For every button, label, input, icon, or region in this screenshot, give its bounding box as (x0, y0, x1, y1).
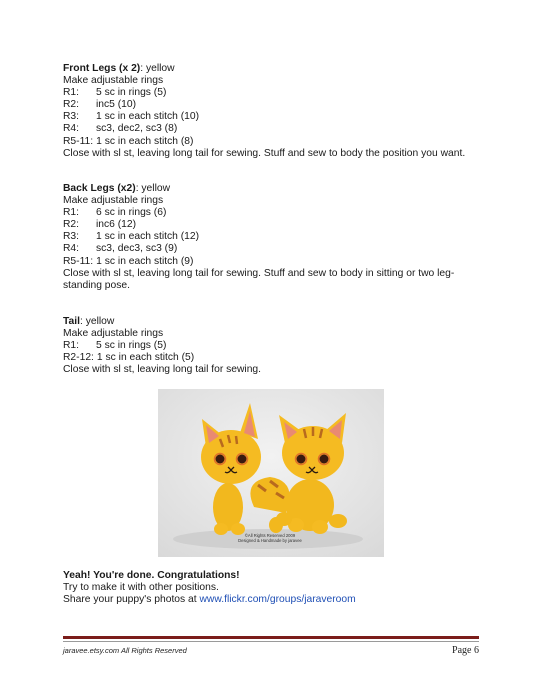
row-text: inc6 (12) (96, 219, 137, 231)
tail-closing: Close with sl st, leaving long tail for sewing. (63, 364, 262, 376)
footer-rule-thick (63, 636, 479, 639)
pattern-row (63, 219, 483, 231)
pattern-row (63, 207, 483, 219)
cats-illustration (158, 389, 384, 557)
row-text: 1 sc in each stitch (5) (96, 352, 195, 364)
tail-intro: Make adjustable rings (63, 328, 164, 340)
row-label: R5-11: (63, 255, 94, 267)
copyright-line-2: Designed & Handmade by jaravee (238, 538, 302, 543)
row-text: 1 sc in each stitch (12) (96, 231, 200, 243)
pattern-row (63, 352, 483, 364)
row-label: R1: (63, 207, 80, 219)
row-label: R3: (63, 231, 80, 243)
back-legs-intro: Make adjustable rings (63, 195, 164, 207)
copyright-line-1: ©All Rights Reserved 2009 (244, 533, 296, 538)
row-text: 5 sc in rings (5) (96, 340, 167, 352)
row-text: sc3, dec3, sc3 (9) (96, 243, 178, 255)
back-legs-closing: Close with sl st, leaving long tail for sewing. Stuff and sew to body in sitting or two leg-standing pose. (63, 267, 455, 291)
row-label: R2-12: (63, 352, 94, 364)
row-label: R3: (63, 111, 80, 123)
back-legs-title: Back Legs (x2) (63, 183, 136, 194)
page-number: Page 6 (452, 645, 479, 656)
row-text: 1 sc in each stitch (10) (96, 111, 200, 123)
done-line-1: Try to make it with other positions. (63, 582, 219, 594)
pattern-row (63, 256, 483, 268)
pattern-row (63, 123, 483, 135)
row-text: 5 sc in rings (5) (96, 87, 167, 99)
row-label: R2: (63, 219, 80, 231)
row-label: R4: (63, 123, 80, 135)
pattern-row (63, 99, 483, 111)
front-legs-heading (63, 63, 483, 75)
front-legs-color: : yellow (140, 63, 175, 74)
done-title: Yeah! You're done. Congratulations! (63, 570, 240, 581)
back-legs-heading (63, 183, 483, 195)
tail-title: Tail (63, 316, 80, 327)
row-text: 6 sc in rings (6) (96, 207, 167, 219)
front-legs-closing: Close with sl st, leaving long tail for sewing. Stuff and sew to body the position you want. (63, 147, 466, 159)
share-prefix: Share your puppy's photos at (63, 594, 200, 606)
back-legs-color: : yellow (135, 183, 171, 194)
tail-heading (63, 316, 483, 328)
row-label: R5-11: (63, 135, 94, 147)
front-legs-section (63, 63, 483, 160)
front-legs-title: Front Legs (x 2) (63, 63, 141, 74)
row-text: sc3, dec2, sc3 (8) (96, 123, 178, 135)
footer-rule-thin (63, 641, 479, 642)
photo-copyright (230, 533, 310, 543)
front-legs-intro: Make adjustable rings (63, 75, 164, 87)
pattern-row (63, 340, 483, 352)
pattern-row (63, 243, 483, 255)
row-text: 1 sc in each stitch (8) (96, 135, 194, 147)
flickr-group-link[interactable]: www.flickr.com/groups/jaraveroom (199, 594, 356, 606)
footer-website: jaravee.etsy.com All Rights Reserved (63, 646, 187, 655)
row-label: R1: (63, 340, 80, 352)
pattern-row (63, 231, 483, 243)
pattern-row (63, 136, 483, 148)
pattern-row (63, 111, 483, 123)
pattern-row (63, 87, 483, 99)
done-line-2 (63, 594, 483, 606)
tail-color: : yellow (79, 316, 115, 327)
amigurumi-cats-photo (158, 389, 384, 557)
back-legs-section (63, 183, 483, 292)
row-label: R2: (63, 99, 80, 111)
row-text: 1 sc in each stitch (9) (96, 255, 194, 267)
done-section (63, 570, 483, 606)
tail-section (63, 316, 483, 376)
row-text: inc5 (10) (96, 99, 137, 111)
row-label: R4: (63, 243, 80, 255)
row-label: R1: (63, 87, 80, 99)
